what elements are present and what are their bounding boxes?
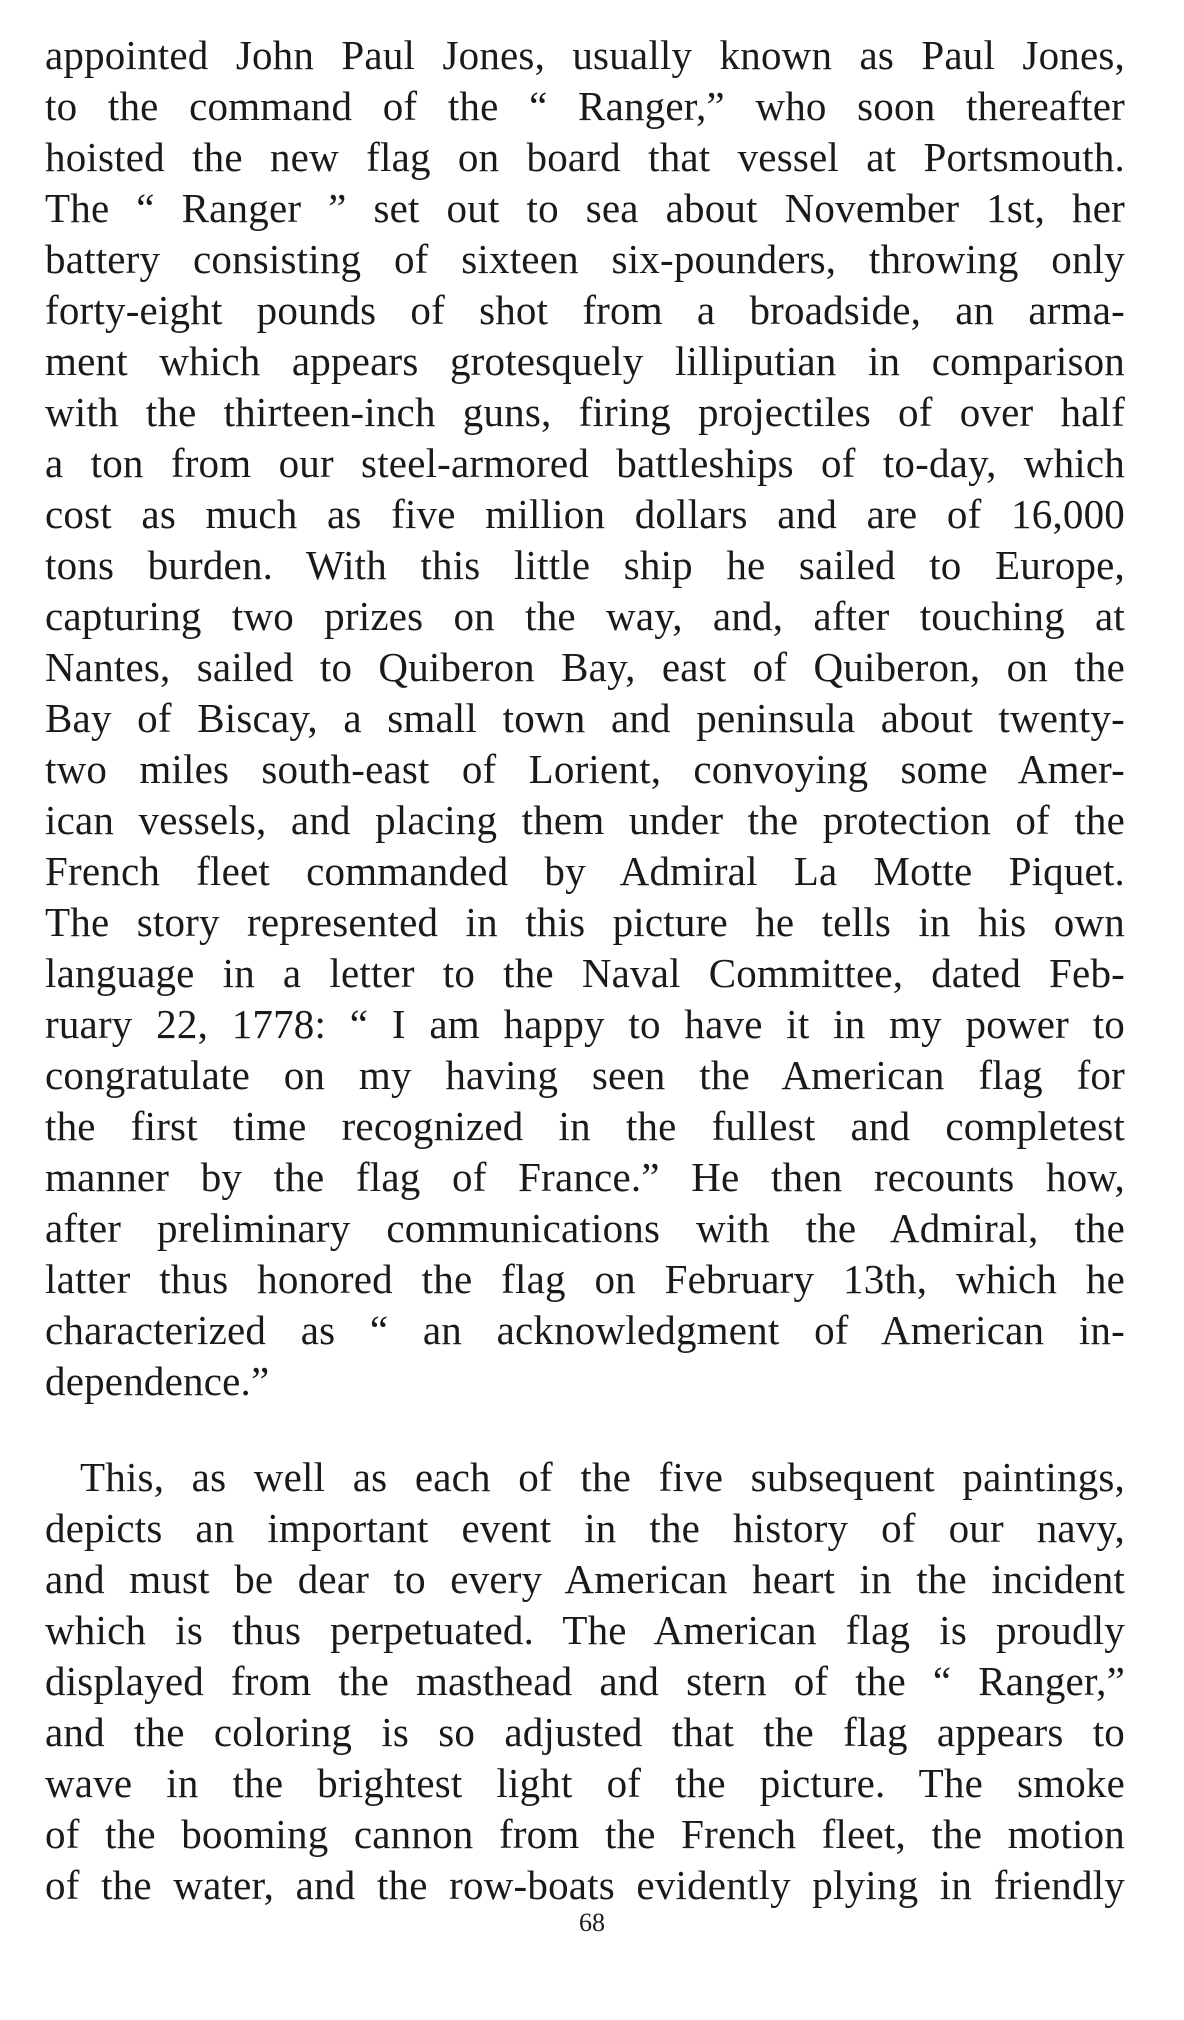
text-line: and the coloring is so adjusted that the flag appears to bbox=[45, 1709, 1125, 1755]
text-line: hoisted the new flag on board that vessel at Portsmouth. bbox=[45, 134, 1125, 180]
text-line: manner by the flag of France.” He then recounts how, bbox=[45, 1154, 1125, 1200]
text-line: dependence.” bbox=[45, 1358, 270, 1404]
text-line: after preliminary communications with the Admiral, the bbox=[45, 1205, 1125, 1251]
page-number: 68 bbox=[579, 1908, 605, 1937]
text-line: a ton from our steel-armored battleships of to-day, which bbox=[45, 440, 1125, 486]
text-line: displayed from the masthead and stern of the “ Ranger,” bbox=[45, 1658, 1125, 1704]
text-line: cost as much as five million dollars and are of 16,000 bbox=[45, 491, 1125, 537]
text-line: language in a letter to the Naval Committee, dated Feb- bbox=[45, 950, 1125, 996]
text-line: characterized as “ an acknowledgment of American in- bbox=[45, 1307, 1125, 1353]
text-line: battery consisting of sixteen six-pounders, throwing only bbox=[45, 236, 1125, 282]
text-line: appointed John Paul Jones, usually known as Paul Jones, bbox=[45, 32, 1125, 78]
text-line: Bay of Biscay, a small town and peninsula about twenty- bbox=[45, 695, 1125, 741]
text-line: and must be dear to every American heart in the incident bbox=[45, 1556, 1125, 1602]
text-line: forty-eight pounds of shot from a broadside, an arma- bbox=[45, 287, 1125, 333]
text-line: which is thus perpetuated. The American flag is proudly bbox=[45, 1607, 1125, 1653]
text-line: ruary 22, 1778: “ I am happy to have it in my power to bbox=[45, 1001, 1125, 1047]
text-line: The “ Ranger ” set out to sea about November 1st, her bbox=[45, 185, 1125, 231]
text-line: The story represented in this picture he tells in his own bbox=[45, 899, 1125, 945]
text-line: latter thus honored the flag on February 13th, which he bbox=[45, 1256, 1125, 1302]
paragraph-2 bbox=[45, 1452, 1125, 1911]
text-line: depicts an important event in the history of our navy, bbox=[45, 1505, 1125, 1551]
text-line: ican vessels, and placing them under the protection of the bbox=[45, 797, 1125, 843]
text-line: to the command of the “ Ranger,” who soon thereafter bbox=[45, 83, 1125, 129]
text-line: two miles south-east of Lorient, convoying some Amer- bbox=[45, 746, 1125, 792]
paragraph-1 bbox=[45, 30, 1125, 1407]
text-line: French fleet commanded by Admiral La Motte Piquet. bbox=[45, 848, 1125, 894]
text-line: the first time recognized in the fullest and completest bbox=[45, 1103, 1125, 1149]
text-line: of the booming cannon from the French fleet, the motion bbox=[45, 1811, 1125, 1857]
text-line: wave in the brightest light of the picture. The smoke bbox=[45, 1760, 1125, 1806]
text-line: ment which appears grotesquely lilliputian in comparison bbox=[45, 338, 1125, 384]
text-line: capturing two prizes on the way, and, after touching at bbox=[45, 593, 1125, 639]
text-line: This, as well as each of the five subsequent paintings, bbox=[80, 1454, 1125, 1500]
text-line: with the thirteen-inch guns, firing projectiles of over half bbox=[45, 389, 1125, 435]
text-line: tons burden. With this little ship he sailed to Europe, bbox=[45, 542, 1125, 588]
text-line: Nantes, sailed to Quiberon Bay, east of Quiberon, on the bbox=[45, 644, 1125, 690]
text-line: congratulate on my having seen the American flag for bbox=[45, 1052, 1125, 1098]
text-line: of the water, and the row-boats evidently plying in friendly bbox=[45, 1862, 1125, 1908]
